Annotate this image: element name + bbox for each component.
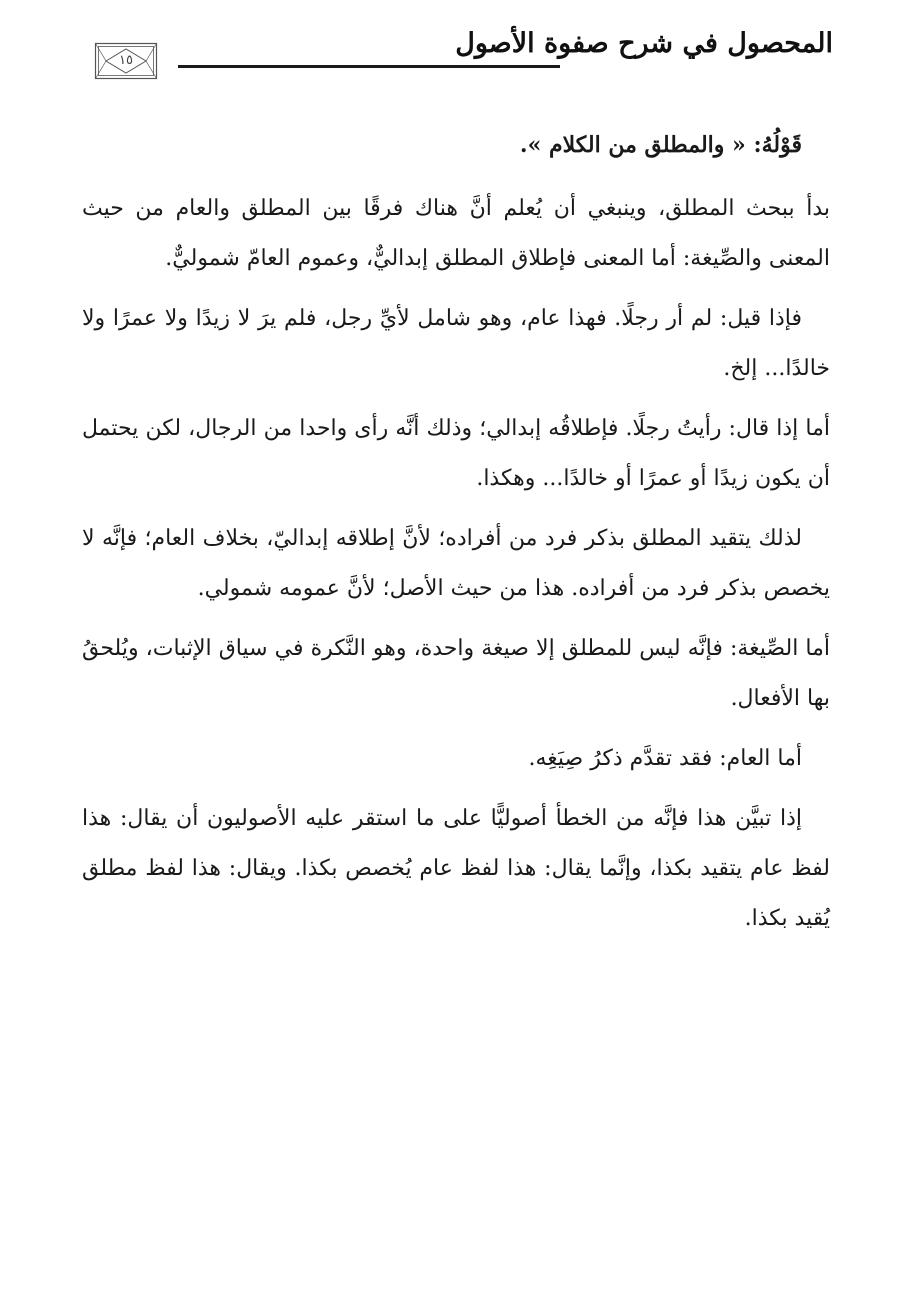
- paragraph: أما العام: فقد تقدَّم ذكرُ صِيَغِه.: [528, 746, 802, 771]
- page-number-badge: [94, 42, 158, 80]
- paragraph: لذلك يتقيد المطلق بذكر فرد من أفراده؛ لأنَّ إطلاقه إبداليّ، بخلاف العام؛ فإنَّه لا يخصص بذكر فرد من أفراده. هذا من حيث الأصل؛ لأنَّ عمومه شمولي.: [82, 526, 830, 601]
- paragraph: إذا تبيَّن هذا فإنَّه من الخطأ أصوليًّا على ما استقر عليه الأصوليون أن يقال: هذا لفظ عام يتقيد بكذا، وإنَّما يقال: هذا لفظ عام يُخصص بكذا. ويقال: هذا لفظ مطلق يُقيد بكذا.: [82, 806, 830, 931]
- paragraph: فإذا قيل: لم أر رجلًا. فهذا عام، وهو شامل لأيِّ رجل، فلم يرَ لا زيدًا ولا عمرًا ولا خالدًا... إلخ.: [82, 306, 830, 381]
- page-number: ١٥: [119, 53, 133, 68]
- page-body: [82, 120, 830, 954]
- quoted-text-line: [82, 120, 830, 170]
- book-title: المحصول في شرح صفوة الأصول: [455, 28, 833, 59]
- header-rule: [178, 65, 560, 68]
- paragraph: أما الصِّيغة: فإنَّه ليس للمطلق إلا صيغة واحدة، وهو النَّكرة في سياق الإثبات، ويُلحقُ بها الأفعال.: [82, 636, 830, 711]
- paragraph: أما إذا قال: رأيتُ رجلًا. فإطلاقُه إبدالي؛ وذلك أنَّه رأى واحدا من الرجال، لكن يحتمل أن يكون زيدًا أو عمرًا أو خالدًا... وهكذا.: [82, 416, 830, 491]
- quote-text: « والمطلق من الكلام ».: [519, 132, 746, 158]
- quote-label: قَوْلُهُ:: [753, 132, 802, 158]
- page-header: [88, 28, 833, 88]
- paragraph: بدأ ببحث المطلق، وينبغي أن يُعلم أنَّ هناك فرقًا بين المطلق والعام من حيث المعنى والصِّيغة: أما المعنى فإطلاق المطلق إبداليٌّ، وعموم العامّ شموليٌّ.: [82, 196, 830, 271]
